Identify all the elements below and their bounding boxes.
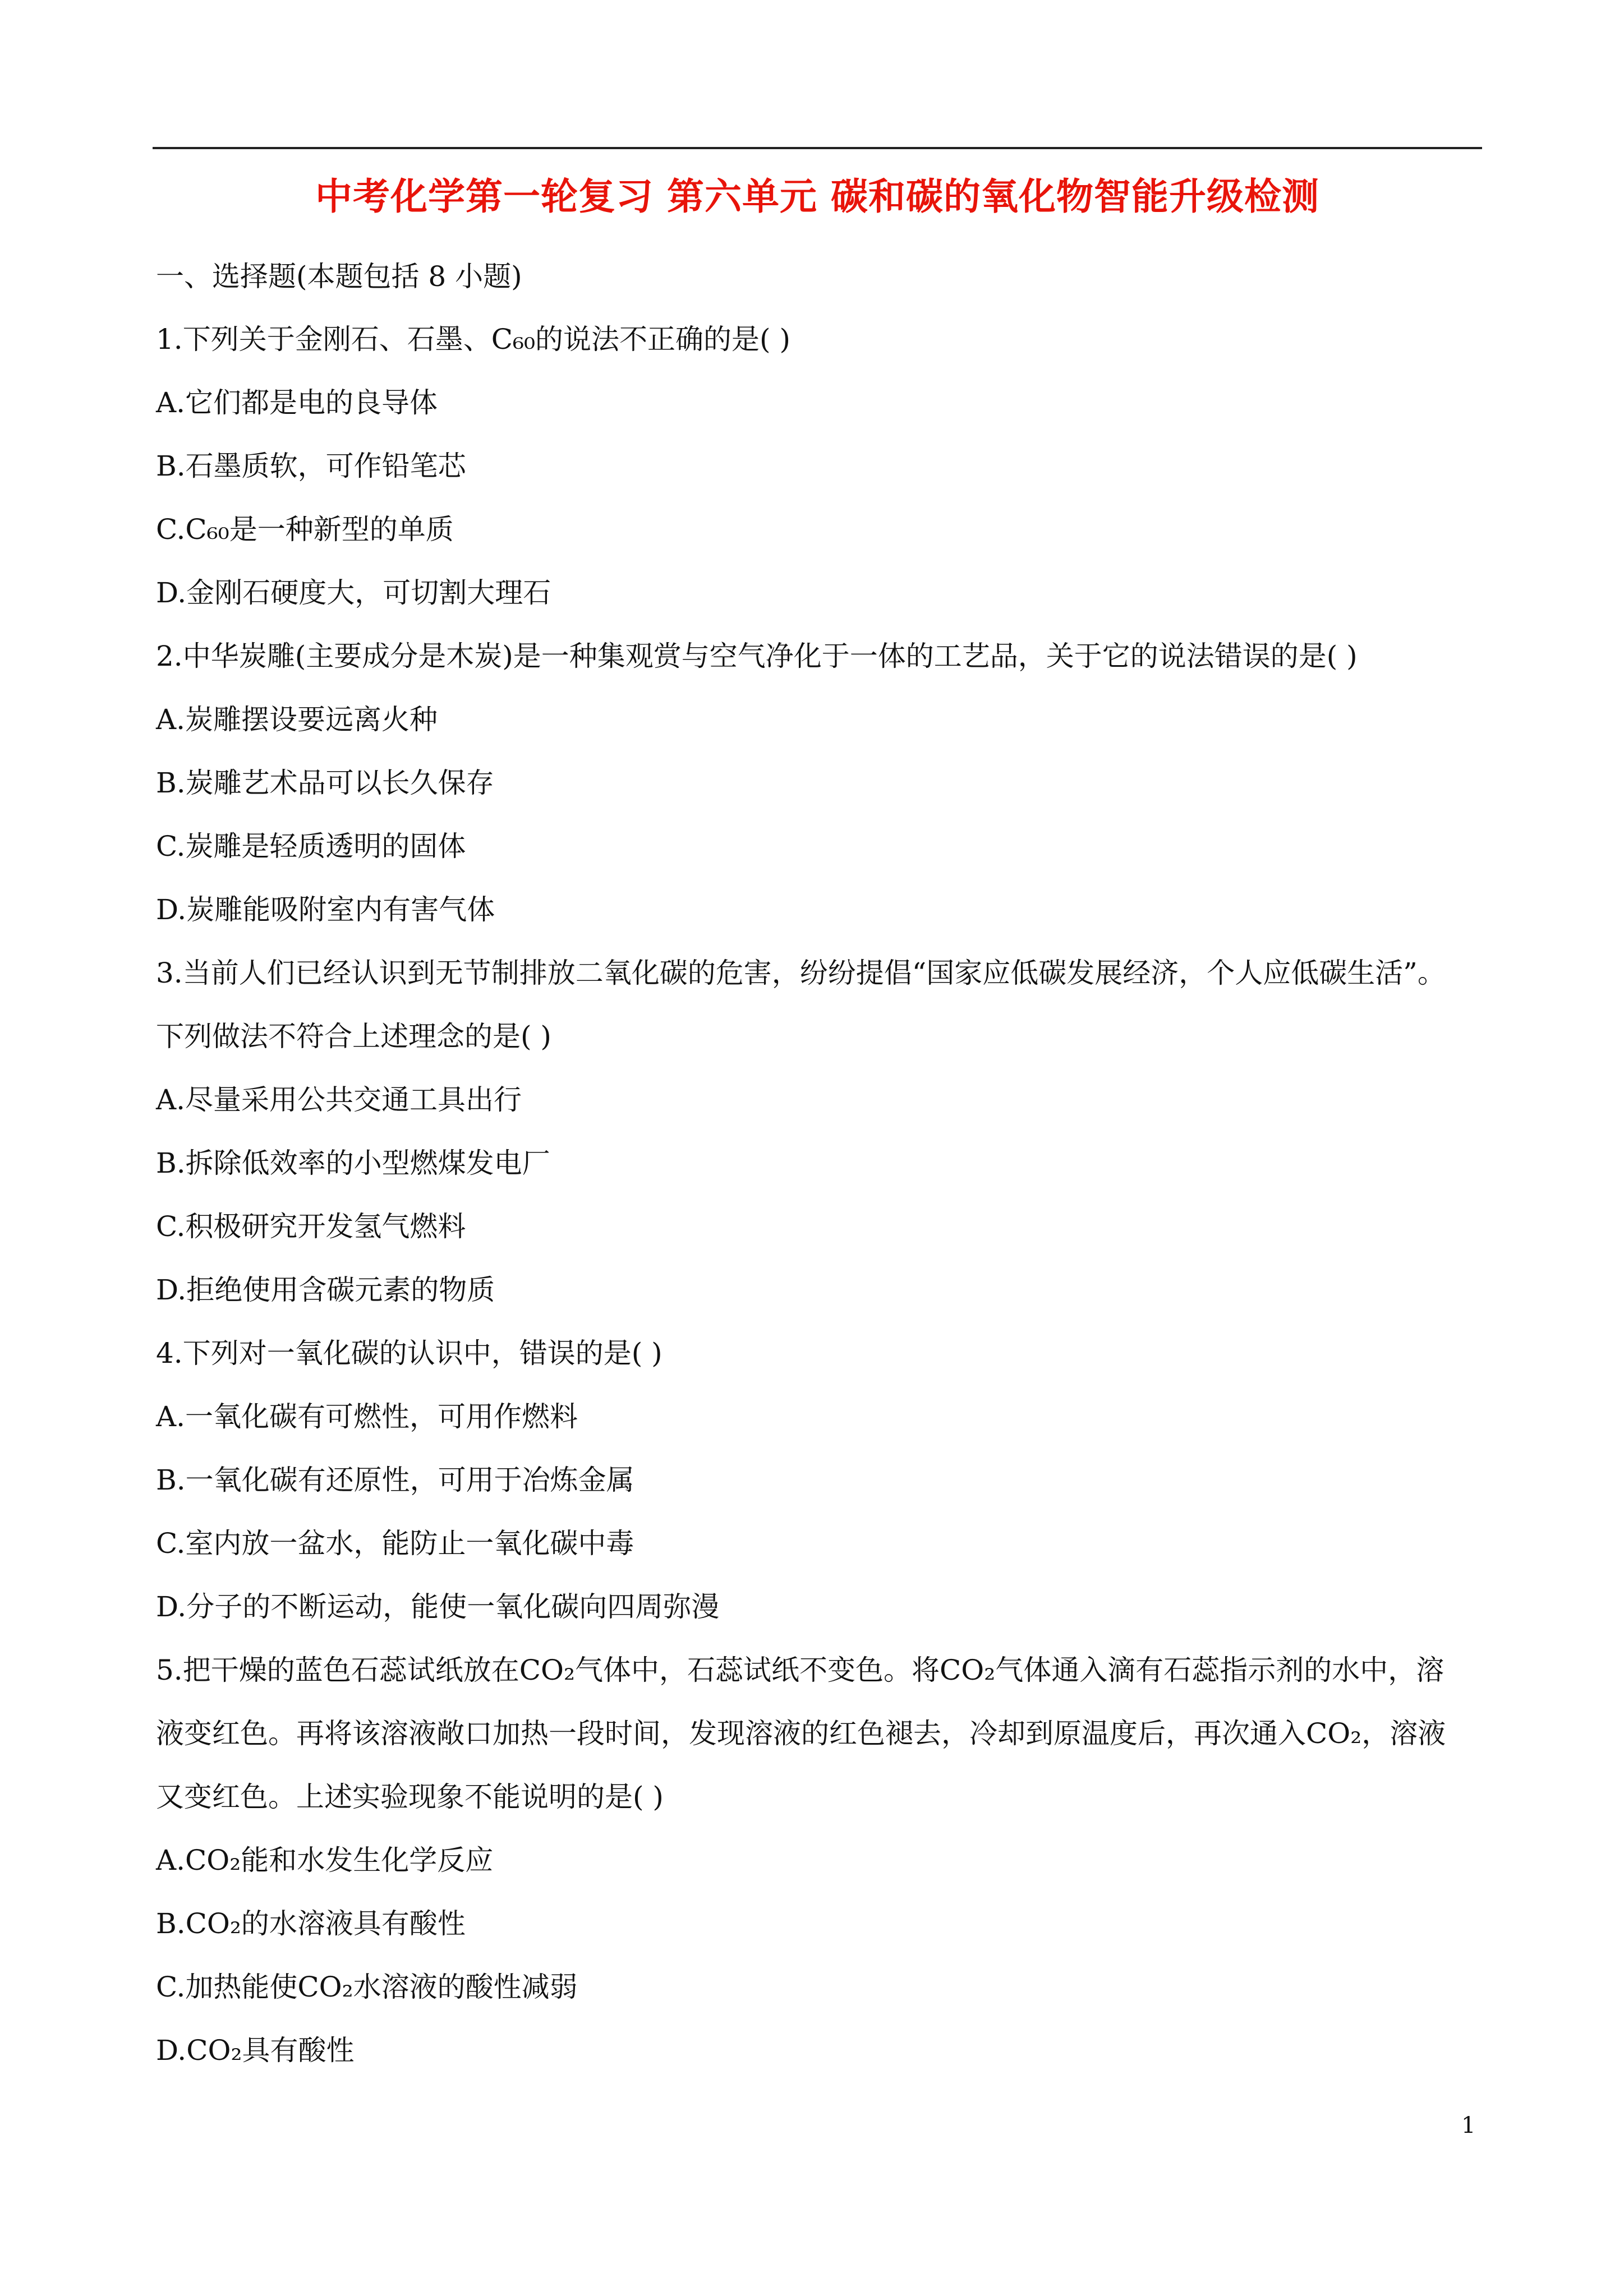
question-1-option-b: B.石墨质软，可作铅笔芯 xyxy=(156,450,466,482)
question-3-stem-line-1: 3.当前人们已经认识到无节制排放二氧化碳的危害，纷纷提倡“国家应低碳发展经济，个人应低碳生活”。 xyxy=(156,957,1446,989)
section-header: 一、选择题(本题包括 8 小题) xyxy=(156,260,522,293)
page-title: 中考化学第一轮复习 第六单元 碳和碳的氧化物智能升级检测 xyxy=(315,174,1319,218)
question-1-option-c: C.C₆₀是一种新型的单质 xyxy=(156,513,454,546)
question-4-stem: 4.下列对一氧化碳的认识中，错误的是( ) xyxy=(156,1337,663,1370)
question-1-stem: 1.下列关于金刚石、石墨、C₆₀的说法不正确的是( ) xyxy=(156,323,790,356)
question-5-option-c: C.加热能使CO₂水溶液的酸性减弱 xyxy=(156,1971,578,2003)
question-5-stem-line-2: 液变红色。再将该溶液敞口加热一段时间，发现溶液的红色褪去，冷却到原温度后，再次通入CO₂，溶液 xyxy=(156,1717,1446,1750)
header-rule xyxy=(153,147,1482,149)
question-4-option-d: D.分子的不断运动，能使一氧化碳向四周弥漫 xyxy=(156,1590,720,1623)
question-3-option-a: A.尽量采用公共交通工具出行 xyxy=(156,1084,522,1116)
question-4-option-a: A.一氧化碳有可燃性，可用作燃料 xyxy=(156,1400,578,1433)
question-3-option-b: B.拆除低效率的小型燃煤发电厂 xyxy=(156,1147,550,1179)
question-5-option-b: B.CO₂的水溶液具有酸性 xyxy=(156,1907,466,1940)
question-5-option-a: A.CO₂能和水发生化学反应 xyxy=(156,1844,494,1877)
page-number: 1 xyxy=(1461,2113,1476,2138)
question-2-stem: 2.中华炭雕(主要成分是木炭)是一种集观赏与空气净化于一体的工艺品，关于它的说法错误的是( ) xyxy=(156,640,1358,672)
question-2-option-a: A.炭雕摆设要远离火种 xyxy=(156,703,438,736)
question-2-option-b: B.炭雕艺术品可以长久保存 xyxy=(156,767,494,799)
question-3-stem-line-2: 下列做法不符合上述理念的是( ) xyxy=(156,1020,551,1053)
question-5-stem-line-3: 又变红色。上述实验现象不能说明的是( ) xyxy=(156,1781,664,1813)
question-1-option-d: D.金刚石硬度大，可切割大理石 xyxy=(156,577,551,609)
question-5-option-d: D.CO₂具有酸性 xyxy=(156,2034,355,2067)
question-3-option-c: C.积极研究开发氢气燃料 xyxy=(156,1210,466,1243)
question-5-stem-line-1: 5.把干燥的蓝色石蕊试纸放在CO₂气体中，石蕊试纸不变色。将CO₂气体通入滴有石蕊指示剂的水中，溶 xyxy=(156,1654,1444,1686)
question-3-option-d: D.拒绝使用含碳元素的物质 xyxy=(156,1274,495,1306)
question-2-option-c: C.炭雕是轻质透明的固体 xyxy=(156,830,466,863)
question-2-option-d: D.炭雕能吸附室内有害气体 xyxy=(156,893,495,926)
question-1-option-a: A.它们都是电的良导体 xyxy=(156,386,438,419)
question-4-option-b: B.一氧化碳有还原性，可用于冶炼金属 xyxy=(156,1464,634,1496)
question-4-option-c: C.室内放一盆水，能防止一氧化碳中毒 xyxy=(156,1527,634,1560)
